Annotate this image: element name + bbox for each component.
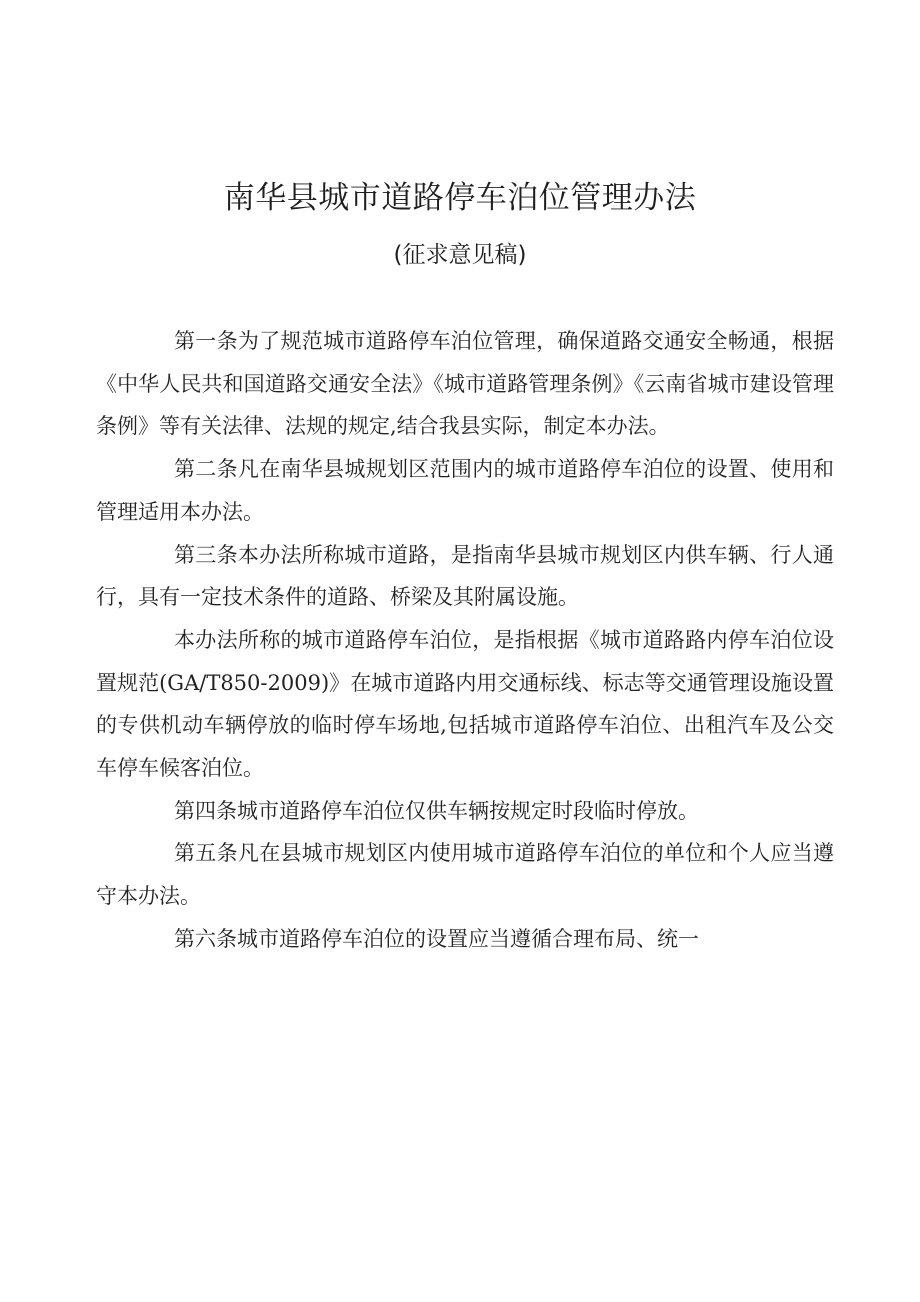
paragraph-article-2: 第二条凡在南华县城规划区范围内的城市道路停车泊位的设置、使用和管理适用本办法。	[96, 457, 834, 524]
paragraph-article-1: 第一条为了规范城市道路停车泊位管理，确保道路交通安全畅通，根据《中华人民共和国道路交通安全法》《城市道路管理条例》《云南省城市建设管理条例》等有关法律、法规的规定,结合我县实际，制定本办法。	[96, 329, 834, 439]
paragraph-article-5: 第五条凡在县城市规划区内使用城市道路停车泊位的单位和个人应当遵守本办法。	[96, 841, 834, 909]
paragraph-article-4: 第四条城市道路停车泊位仅供车辆按规定时段临时停放。	[174, 798, 699, 823]
document-subtitle: (征求意见稿)	[393, 242, 527, 268]
paragraph-article-3: 第三条本办法所称城市道路，是指南华县城市规划区内供车辆、行人通行，具有一定技术条件的道路、桥梁及其附属设施。	[96, 542, 834, 610]
paragraph-article-6: 第六条城市道路停车泊位的设置应当遵循合理布局、统一	[174, 926, 699, 951]
paragraph-article-3-definition: 本办法所称的城市道路停车泊位，是指根据《城市道路路内停车泊位设置规范(GA/T850-2009)》在城市道路内用交通标线、标志等交通管理设施设置的专供机动车辆停放的临时停车场地,包括城市道路停车泊位、出租汽车及公交车停车候客泊位。	[96, 627, 834, 781]
document-body	[96, 320, 834, 961]
document-title: 南华县城市道路停车泊位管理办法	[223, 180, 697, 216]
